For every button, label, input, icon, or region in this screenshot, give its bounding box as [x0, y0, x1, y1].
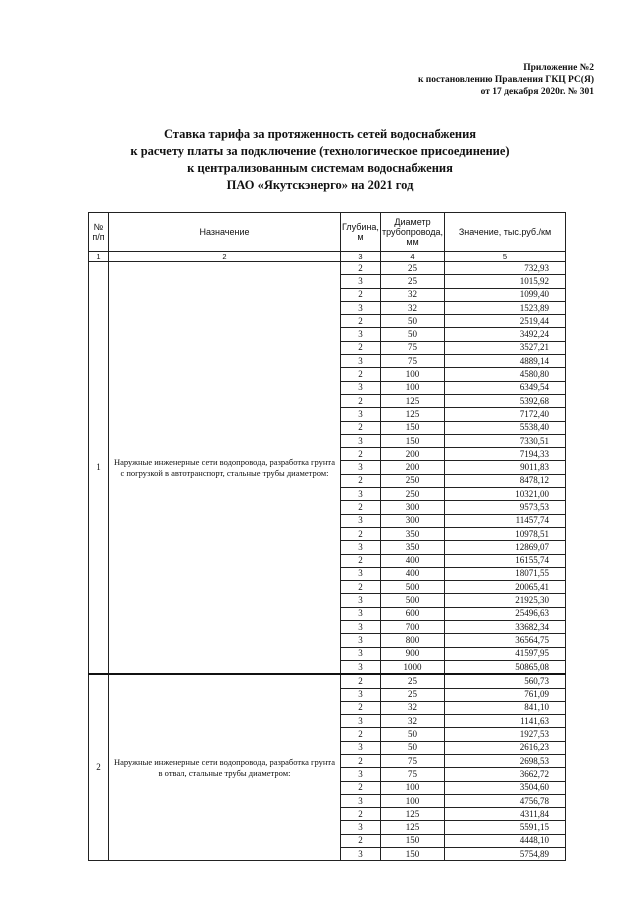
section-description: Наружные инженерные сети водопровода, разработка грунта в отвал, стальные трубы диаметром: [109, 674, 341, 861]
diameter-cell: 50 [381, 315, 445, 328]
depth-cell: 2 [341, 527, 381, 540]
value-cell: 761,09 [445, 688, 566, 701]
column-number: 4 [381, 252, 445, 262]
diameter-cell: 125 [381, 821, 445, 834]
column-number: 2 [109, 252, 341, 262]
section-number: 1 [89, 262, 109, 675]
depth-cell: 2 [341, 754, 381, 767]
depth-cell: 3 [341, 794, 381, 807]
diameter-cell: 100 [381, 381, 445, 394]
header-number: № п/п [89, 213, 109, 252]
diameter-cell: 150 [381, 834, 445, 847]
depth-cell: 3 [341, 715, 381, 728]
appendix-line-2: к постановлению Правления ГКЦ РС(Я) [417, 75, 594, 85]
depth-cell: 3 [341, 381, 381, 394]
depth-cell: 2 [341, 581, 381, 594]
diameter-cell: 600 [381, 607, 445, 620]
appendix-line-3: от 17 декабря 2020г. № 301 [480, 87, 594, 97]
diameter-cell: 350 [381, 527, 445, 540]
column-number: 1 [89, 252, 109, 262]
value-cell: 8478,12 [445, 474, 566, 487]
value-cell: 3662,72 [445, 768, 566, 781]
value-cell: 21925,30 [445, 594, 566, 607]
depth-cell: 3 [341, 275, 381, 288]
depth-cell: 3 [341, 848, 381, 861]
diameter-cell: 900 [381, 647, 445, 660]
table-head [89, 213, 566, 262]
value-cell: 1927,53 [445, 728, 566, 741]
value-cell: 18071,55 [445, 567, 566, 580]
diameter-cell: 150 [381, 848, 445, 861]
header-value: Значение, тыс.руб./км [445, 213, 566, 252]
diameter-cell: 50 [381, 741, 445, 754]
diameter-cell: 32 [381, 715, 445, 728]
depth-cell: 3 [341, 621, 381, 634]
depth-cell: 2 [341, 554, 381, 567]
depth-cell: 3 [341, 461, 381, 474]
depth-cell: 2 [341, 368, 381, 381]
depth-cell: 3 [341, 567, 381, 580]
value-cell: 25496,63 [445, 607, 566, 620]
diameter-cell: 32 [381, 701, 445, 714]
value-cell: 11457,74 [445, 514, 566, 527]
title-line-1: Ставка тарифа за протяженность сетей водоснабжения [163, 127, 477, 141]
value-cell: 2519,44 [445, 315, 566, 328]
value-cell: 7194,33 [445, 448, 566, 461]
value-cell: 560,73 [445, 674, 566, 688]
value-cell: 10321,00 [445, 488, 566, 501]
appendix-line-1: Приложение №2 [523, 63, 594, 73]
value-cell: 9011,83 [445, 461, 566, 474]
value-cell: 4580,80 [445, 368, 566, 381]
value-cell: 6349,54 [445, 381, 566, 394]
diameter-cell: 800 [381, 634, 445, 647]
value-cell: 4756,78 [445, 794, 566, 807]
diameter-cell: 25 [381, 688, 445, 701]
diameter-cell: 700 [381, 621, 445, 634]
diameter-cell: 25 [381, 262, 445, 275]
depth-cell: 3 [341, 660, 381, 674]
diameter-cell: 200 [381, 461, 445, 474]
section-number: 2 [89, 674, 109, 861]
depth-cell: 3 [341, 408, 381, 421]
depth-cell: 2 [341, 674, 381, 688]
depth-cell: 2 [341, 448, 381, 461]
value-cell: 2698,53 [445, 754, 566, 767]
diameter-cell: 350 [381, 541, 445, 554]
depth-cell: 3 [341, 514, 381, 527]
value-cell: 5591,15 [445, 821, 566, 834]
diameter-cell: 1000 [381, 660, 445, 674]
column-number-row [89, 252, 566, 262]
diameter-cell: 50 [381, 728, 445, 741]
diameter-cell: 250 [381, 474, 445, 487]
depth-cell: 2 [341, 262, 381, 275]
header-row [89, 213, 566, 252]
value-cell: 841,10 [445, 701, 566, 714]
depth-cell: 2 [341, 394, 381, 407]
value-cell: 5392,68 [445, 394, 566, 407]
diameter-cell: 75 [381, 754, 445, 767]
diameter-cell: 250 [381, 488, 445, 501]
diameter-cell: 400 [381, 567, 445, 580]
depth-cell: 3 [341, 688, 381, 701]
header-depth: Глубина, м [341, 213, 381, 252]
diameter-cell: 75 [381, 341, 445, 354]
value-cell: 33682,34 [445, 621, 566, 634]
diameter-cell: 75 [381, 355, 445, 368]
diameter-cell: 75 [381, 768, 445, 781]
depth-cell: 2 [341, 315, 381, 328]
diameter-cell: 500 [381, 581, 445, 594]
title-line-3: к централизованным системам водоснабжения [187, 161, 453, 175]
diameter-cell: 50 [381, 328, 445, 341]
depth-cell: 3 [341, 768, 381, 781]
value-cell: 41597,95 [445, 647, 566, 660]
diameter-cell: 25 [381, 674, 445, 688]
depth-cell: 3 [341, 488, 381, 501]
value-cell: 12869,07 [445, 541, 566, 554]
depth-cell: 2 [341, 341, 381, 354]
table-row [89, 674, 566, 688]
depth-cell: 3 [341, 541, 381, 554]
value-cell: 20065,41 [445, 581, 566, 594]
diameter-cell: 300 [381, 501, 445, 514]
value-cell: 1099,40 [445, 288, 566, 301]
depth-cell: 3 [341, 634, 381, 647]
value-cell: 5754,89 [445, 848, 566, 861]
column-number: 5 [445, 252, 566, 262]
diameter-cell: 100 [381, 794, 445, 807]
value-cell: 16155,74 [445, 554, 566, 567]
depth-cell: 3 [341, 821, 381, 834]
appendix-note [418, 62, 594, 98]
value-cell: 3492,24 [445, 328, 566, 341]
value-cell: 4311,84 [445, 808, 566, 821]
depth-cell: 2 [341, 474, 381, 487]
diameter-cell: 300 [381, 514, 445, 527]
depth-cell: 3 [341, 434, 381, 447]
diameter-cell: 25 [381, 275, 445, 288]
tariff-table [88, 212, 566, 861]
value-cell: 3504,60 [445, 781, 566, 794]
diameter-cell: 150 [381, 421, 445, 434]
diameter-cell: 200 [381, 448, 445, 461]
value-cell: 732,93 [445, 262, 566, 275]
table-row [89, 262, 566, 275]
header-purpose: Назначение [109, 213, 341, 252]
value-cell: 7172,40 [445, 408, 566, 421]
depth-cell: 3 [341, 328, 381, 341]
document-title [0, 126, 640, 194]
diameter-cell: 100 [381, 368, 445, 381]
diameter-cell: 400 [381, 554, 445, 567]
value-cell: 1523,89 [445, 301, 566, 314]
depth-cell: 3 [341, 647, 381, 660]
diameter-cell: 32 [381, 301, 445, 314]
section-description: Наружные инженерные сети водопровода, разработка грунта с погрузкой в автотранспорт, стальные трубы диаметром: [109, 262, 341, 675]
depth-cell: 2 [341, 808, 381, 821]
depth-cell: 3 [341, 741, 381, 754]
column-number: 3 [341, 252, 381, 262]
value-cell: 36564,75 [445, 634, 566, 647]
value-cell: 1141,63 [445, 715, 566, 728]
value-cell: 9573,53 [445, 501, 566, 514]
value-cell: 3527,21 [445, 341, 566, 354]
diameter-cell: 100 [381, 781, 445, 794]
depth-cell: 3 [341, 594, 381, 607]
depth-cell: 3 [341, 607, 381, 620]
depth-cell: 2 [341, 701, 381, 714]
depth-cell: 2 [341, 728, 381, 741]
value-cell: 4889,14 [445, 355, 566, 368]
value-cell: 4448,10 [445, 834, 566, 847]
value-cell: 50865,08 [445, 660, 566, 674]
title-line-4: ПАО «Якутскэнерго» на 2021 год [226, 178, 414, 192]
depth-cell: 3 [341, 301, 381, 314]
depth-cell: 2 [341, 421, 381, 434]
table-body [89, 262, 566, 861]
diameter-cell: 32 [381, 288, 445, 301]
depth-cell: 2 [341, 834, 381, 847]
depth-cell: 2 [341, 781, 381, 794]
value-cell: 1015,92 [445, 275, 566, 288]
title-line-2: к расчету платы за подключение (технологическое присоединение) [130, 144, 510, 158]
value-cell: 2616,23 [445, 741, 566, 754]
depth-cell: 3 [341, 355, 381, 368]
diameter-cell: 150 [381, 434, 445, 447]
header-diameter: Диаметр трубопровода, мм [381, 213, 445, 252]
diameter-cell: 125 [381, 808, 445, 821]
value-cell: 5538,40 [445, 421, 566, 434]
depth-cell: 2 [341, 288, 381, 301]
diameter-cell: 125 [381, 394, 445, 407]
value-cell: 10978,51 [445, 527, 566, 540]
value-cell: 7330,51 [445, 434, 566, 447]
diameter-cell: 500 [381, 594, 445, 607]
depth-cell: 2 [341, 501, 381, 514]
diameter-cell: 125 [381, 408, 445, 421]
